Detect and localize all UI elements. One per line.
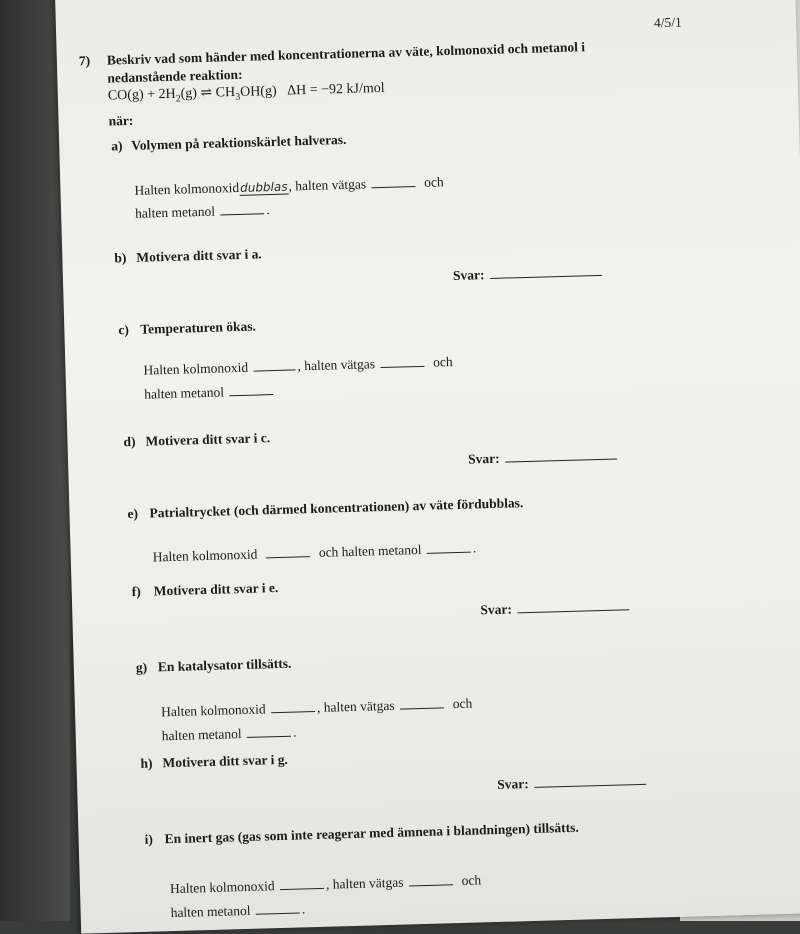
part-a-co-answer[interactable]: dubblas xyxy=(239,179,288,195)
question-number: 7) xyxy=(78,53,91,69)
worksheet-page xyxy=(55,0,800,934)
part-i-meoh-blank[interactable] xyxy=(256,900,300,915)
part-h-svar-blank[interactable] xyxy=(534,771,646,788)
part-i-text: En inert gas (gas som inte reagerar med ämnena i blandningen) tillsätts. xyxy=(164,819,579,847)
part-h-svar: Svar: xyxy=(497,771,648,793)
part-a-meoh-line: halten metanol . xyxy=(134,202,270,221)
part-a-letter: a) xyxy=(111,138,123,154)
question-when: när: xyxy=(108,112,134,129)
part-a-answer-line: Halten kolmonoxiddubblas, halten vätgas och xyxy=(134,174,444,198)
part-a-text: Volymen på reaktionskärlet halveras. xyxy=(131,131,347,153)
part-g-meoh-line: halten metanol . xyxy=(161,724,297,744)
part-d-text: Motivera ditt svar i c. xyxy=(145,430,271,449)
part-f-text: Motivera ditt svar i e. xyxy=(153,580,279,599)
part-g-co-blank[interactable] xyxy=(271,698,315,713)
part-h-text: Motivera ditt svar i g. xyxy=(162,751,289,771)
part-e-answer-line: Halten kolmonoxid och halten metanol . xyxy=(152,540,477,565)
part-h-letter: h) xyxy=(140,755,153,771)
part-b-letter: b) xyxy=(114,250,127,266)
part-d-svar: Svar: xyxy=(468,445,619,467)
part-e-text: Patrialtrycket (och därmed koncentrationen) av väte fördubblas. xyxy=(149,495,524,521)
part-d-letter: d) xyxy=(123,433,136,450)
part-e-co-blank[interactable] xyxy=(266,543,310,558)
part-f-svar: Svar: xyxy=(480,596,631,618)
part-c-meoh-blank[interactable] xyxy=(229,381,273,396)
part-i-letter: i) xyxy=(144,831,154,847)
part-g-text: En katalysator tillsätts. xyxy=(157,655,292,675)
part-b-svar-blank[interactable] xyxy=(490,262,602,279)
part-c-answer-line: Halten kolmonoxid , halten vätgas och xyxy=(143,354,453,378)
part-g-h2-blank[interactable] xyxy=(400,694,444,709)
part-f-letter: f) xyxy=(131,583,141,600)
part-f-svar-blank[interactable] xyxy=(517,596,629,613)
part-c-meoh-line: halten metanol xyxy=(144,381,276,403)
part-e-meoh-blank[interactable] xyxy=(427,539,471,554)
part-g-answer-line: Halten kolmonoxid , halten vätgas och xyxy=(160,695,473,720)
part-i-meoh-line: halten metanol . xyxy=(170,901,306,921)
part-c-letter: c) xyxy=(118,322,130,338)
part-i-co-blank[interactable] xyxy=(280,875,324,890)
part-c-h2-blank[interactable] xyxy=(380,353,424,368)
question-intro-line1: Beskriv vad som händer med koncentrationerna av väte, kolmonoxid och metanol i xyxy=(106,39,586,68)
part-i-answer-line: Halten kolmonoxid , halten vätgas och xyxy=(169,872,482,897)
part-a-h2-blank[interactable] xyxy=(371,173,415,188)
part-g-meoh-blank[interactable] xyxy=(247,723,291,738)
page-reference: 4/5/1 xyxy=(653,14,683,31)
question-intro-line2: nedanstående reaktion: xyxy=(107,66,243,86)
part-b-svar: Svar: xyxy=(453,262,604,284)
part-g-letter: g) xyxy=(135,659,148,676)
part-c-co-blank[interactable] xyxy=(253,356,295,371)
part-e-letter: e) xyxy=(127,505,139,522)
reaction-equation: $CO(g) + 2H_2(g)$ ⇌ $CH_3OH(g)$ ΔH = −92 kJ/mol xyxy=(107,80,385,105)
part-d-svar-blank[interactable] xyxy=(505,445,617,462)
part-i-h2-blank[interactable] xyxy=(409,871,453,886)
part-c-text: Temperaturen ökas. xyxy=(140,318,257,337)
part-b-text: Motivera ditt svar i a. xyxy=(136,246,262,265)
enthalpy-value: ΔH = −92 kJ/mol xyxy=(286,80,385,99)
part-a-meoh-blank[interactable] xyxy=(220,200,264,215)
